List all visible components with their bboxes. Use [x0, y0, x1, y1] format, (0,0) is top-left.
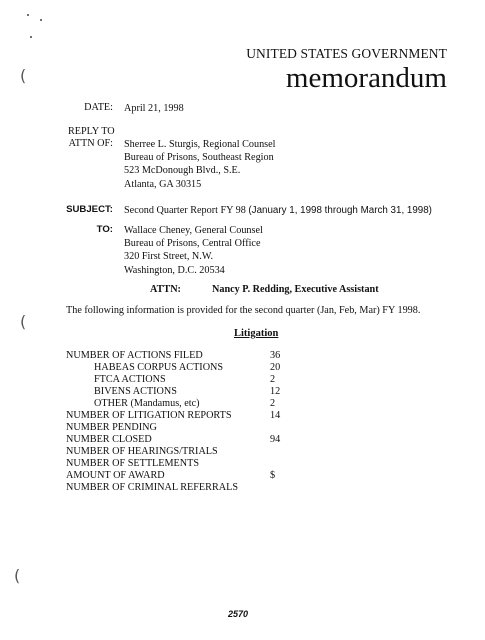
stat-row [0, 434, 485, 446]
stat-value: $ [270, 470, 276, 481]
to-line: 320 First Street, N.W. [124, 251, 214, 263]
attn-label: ATTN: [150, 284, 181, 295]
stat-value: 20 [270, 362, 281, 373]
to-line: Wallace Cheney, General Counsel [124, 225, 263, 236]
header-memorandum-title: memorandum [285, 62, 447, 94]
stat-value: 14 [270, 410, 281, 421]
scan-speck [27, 14, 29, 16]
reply-to-line: Sherree L. Sturgis, Regional Counsel [124, 139, 276, 150]
scan-speck [40, 19, 42, 21]
subject-title: Second Quarter Report FY 98 [124, 205, 249, 216]
stat-label: NUMBER OF SETTLEMENTS [66, 458, 200, 469]
stat-row [0, 386, 485, 398]
reply-to-line: Atlanta, GA 30315 [124, 178, 202, 190]
reply-to-line: 523 McDonough Blvd., S.E. [124, 165, 241, 177]
subject-value [124, 204, 432, 217]
hole-punch-mark: ( [20, 66, 27, 85]
stat-row [0, 350, 485, 362]
stat-row [0, 482, 485, 494]
date-label: DATE: [84, 102, 113, 113]
stat-label: BIVENS ACTIONS [94, 386, 177, 397]
hole-punch-mark: ( [20, 312, 27, 331]
attn-of-label: ATTN OF: [68, 138, 113, 149]
to-line: Bureau of Prisons, Central Office [124, 238, 261, 250]
stat-value: 36 [270, 350, 281, 361]
intro-text: The following information is provided for the second quarter (Jan, Feb, Mar) FY 1998. [66, 305, 421, 316]
stat-label: NUMBER PENDING [66, 422, 157, 433]
stat-label: NUMBER OF ACTIONS FILED [66, 350, 203, 361]
reply-to-line: Bureau of Prisons, Southeast Region [124, 152, 274, 164]
stat-row [0, 422, 485, 434]
reply-to-label: REPLY TO [68, 126, 115, 137]
stat-value: 2 [270, 374, 276, 385]
stat-row [0, 446, 485, 458]
stat-row [0, 362, 485, 374]
hole-punch-mark: ( [14, 566, 21, 585]
scan-speck [30, 36, 32, 38]
stat-value: 94 [270, 434, 281, 445]
to-address [124, 224, 263, 277]
stat-label: NUMBER OF LITIGATION REPORTS [66, 410, 232, 421]
to-label: TO: [96, 224, 113, 235]
stat-label: NUMBER CLOSED [66, 434, 152, 445]
stat-label: NUMBER OF CRIMINAL REFERRALS [66, 482, 238, 493]
stat-label: OTHER (Mandamus, etc) [94, 398, 200, 409]
attn-value: Nancy P. Redding, Executive Assistant [212, 284, 379, 295]
stat-label: HABEAS CORPUS ACTIONS [94, 362, 224, 373]
subject-label: SUBJECT: [66, 204, 113, 215]
stat-row [0, 458, 485, 470]
header-government: UNITED STATES GOVERNMENT [246, 46, 447, 61]
stat-label: AMOUNT OF AWARD [66, 470, 165, 481]
litigation-heading: Litigation [234, 328, 279, 339]
stat-row [0, 374, 485, 386]
stat-label: NUMBER OF HEARINGS/TRIALS [66, 446, 218, 457]
stat-row [0, 470, 485, 482]
page-number: 2570 [228, 609, 249, 619]
stat-row [0, 410, 485, 422]
stat-row [0, 398, 485, 410]
stat-label: FTCA ACTIONS [94, 374, 166, 385]
to-line: Washington, D.C. 20534 [124, 264, 225, 276]
stat-value: 2 [270, 398, 276, 409]
stat-value: 12 [270, 386, 281, 397]
date-value: April 21, 1998 [124, 103, 184, 114]
subject-date-range: (January 1, 1998 through March 31, 1998) [248, 205, 432, 216]
reply-to-address [124, 138, 275, 191]
